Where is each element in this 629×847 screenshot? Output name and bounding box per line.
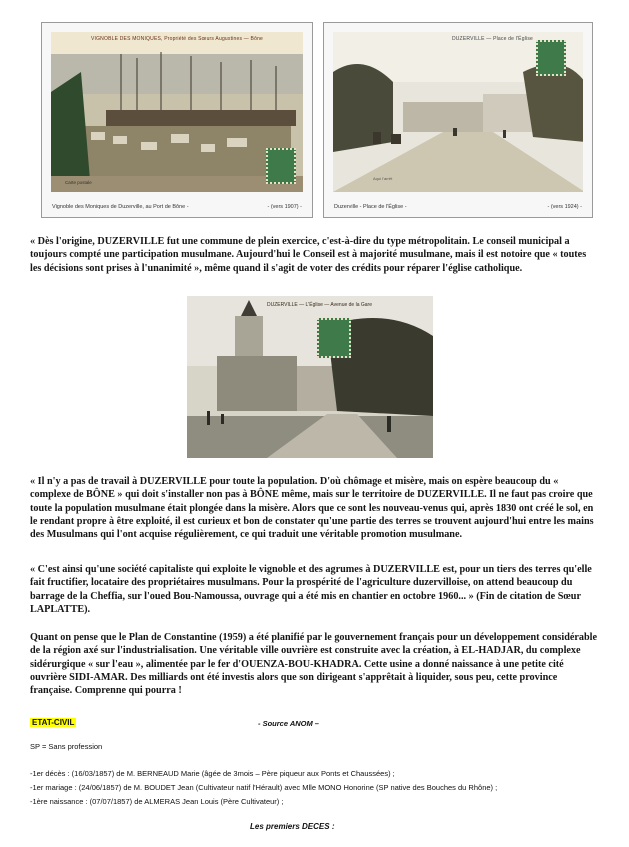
postage-stamp <box>536 40 566 76</box>
etat-civil-heading: ETAT-CIVIL <box>32 718 75 727</box>
photo-eglise-avenue <box>187 296 433 458</box>
postcard-port-bone <box>41 22 313 218</box>
caption-title: Vignoble des Moniques de Duzerville, au Port de Bône - <box>52 204 189 210</box>
photo-header: DUZERVILLE — L'Église — Avenue de la Gare <box>267 302 372 308</box>
postcard-header: DUZERVILLE — Place de l'Église <box>451 36 533 42</box>
caption-date: - (vers 1907) - <box>267 204 302 210</box>
postcard-header: VIGNOBLE DES MONIQUES, Propriété des Sœurs Augustines — Bône <box>90 36 264 42</box>
postcard-caption <box>52 204 302 210</box>
premier-deces: -1er décès : (16/03/1857) de M. BERNEAUD Marie (âgée de 3mois – Père piqueur aux Ponts et Chaussées) ; <box>30 769 395 778</box>
premier-mariage: -1er mariage : (24/06/1857) de M. BOUDET Jean (Cultivateur natif l'Hérault) avec Mlle MONO Honorine (SP native des Bouches du Rhône) ; <box>30 783 498 792</box>
eglise-scene <box>187 296 433 458</box>
postcard-place-eglise <box>323 22 593 218</box>
postage-stamp <box>317 318 351 358</box>
paragraph-societe-capitaliste: « C'est ainsi qu'une société capitaliste qui exploite le vignoble et des agrumes à DUZERVILLE est, pour un tiers des terres qu'elle fait fructifier, locataire des propriétaires musulmans. Pour la prospérité de l'agriculture duzervilloise, on attend beaucoup du barrage de la Cheffia, sur l'oued Bou-Namoussa, ouvrage qui a été mis en chantier en octobre 1960... » (Fin de citation de Sœur LAPLATTE). <box>30 564 592 615</box>
postcard-image-port <box>51 32 303 192</box>
postcard-caption <box>334 204 582 210</box>
svg-text:Carte postale: Carte postale <box>65 180 92 185</box>
paragraph-plan-constantine: Quant on pense que le Plan de Constantine (1959) a été planifié par le gouvernement français pour un développement considérable de la région axé sur l'industrialisation. Une véritable ville ouvrière est construite avec la création, à EL-HADJAR, du complexe sidérurgique « sur l'eau », alimentée par le fer d'OUENZA-BOU-KHADRA. Cette usine a donné naissance à une petite cité ouvrière SIDI-AMAR. Des milliards ont été investis alors que son dirigeant s'apprêtait à liquider, sous peu, cette province française. Comprenne qui pourra ! <box>30 632 598 697</box>
paragraph-conseil-municipal: « Dès l'origine, DUZERVILLE fut une commune de plein exercice, c'est-à-dire du type métropolitain. Le conseil municipal a toujours compté une participation musulmane. Aujourd'hui le Conseil est à majorité musulmane, mais il est notoire que « toutes les décisions sont prises à l'unanimité », même quand il s'agit de voter des crédits pour réparer l'église catholique. <box>30 236 587 274</box>
caption-date: - (vers 1924) - <box>547 204 582 210</box>
sp-definition: SP = Sans profession <box>30 742 103 751</box>
paragraph-travail: « Il n'y a pas de travail à DUZERVILLE pour toute la population. D'où chômage et misère, mais on espère beaucoup du « complexe de BÔNE » qui doit s'installer non pas à BÔNE même, mais sur le territoire de DUZERVILLE. Il ne faut pas croire que toute la population musulmane était plongée dans la misère. Alors que ce sont les nouveau-venus qui, après 1830 ont créé le sol, en le rendant propre à être exploité, il est curieux et bon de constater qu'une partie des terres se trouvent aujourd'hui entre les mains des Musulmans qui l'ont acquise régulièrement, ce qui traduit une véritable promotion musulmane. <box>30 476 594 541</box>
postage-stamp <box>266 148 296 184</box>
postcard-image-place <box>333 32 583 192</box>
svg-text:Aquí l'arrêt: Aquí l'arrêt <box>373 176 393 181</box>
caption-title: Duzerville - Place de l'Église - <box>334 204 407 210</box>
source-anom: - Source ANOM – <box>258 719 319 728</box>
premiere-naissance: -1ère naissance : (07/07/1857) de ALMERAS Jean Louis (Père Cultivateur) ; <box>30 797 284 806</box>
premiers-deces-title: Les premiers DECES : <box>250 822 335 831</box>
